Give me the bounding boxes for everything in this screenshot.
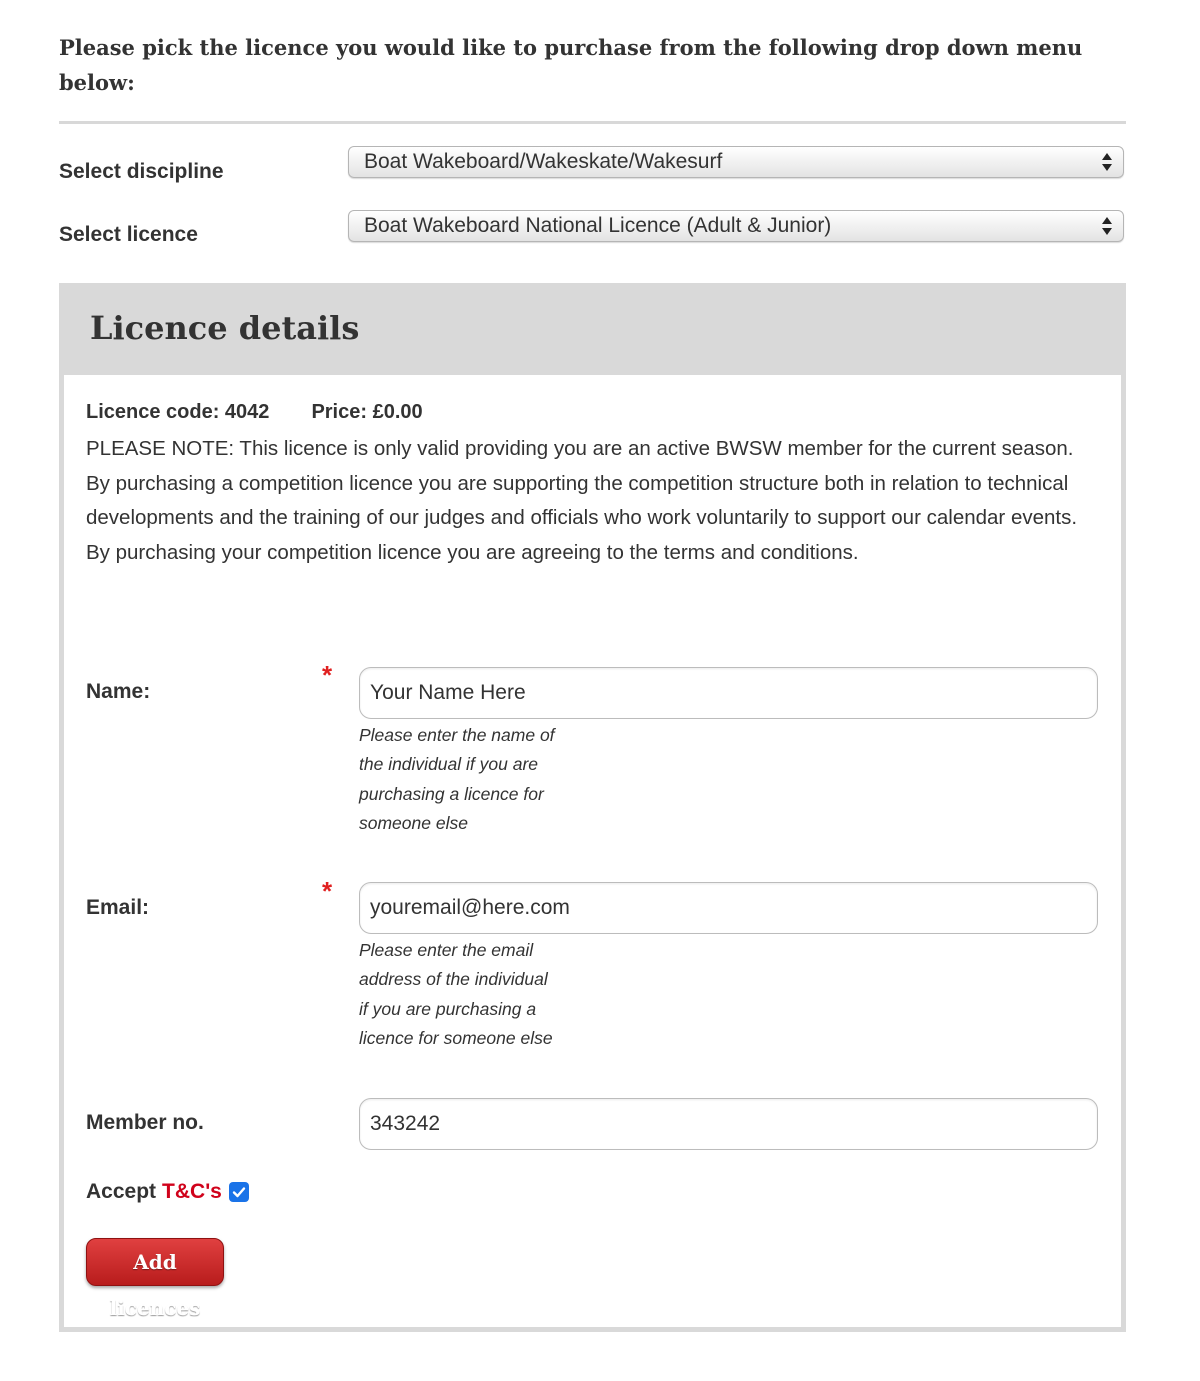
accept-label: Accept <box>86 1180 157 1203</box>
intro-text: Please pick the licence you would like to purchase from the following drop down menu below: <box>59 35 1083 95</box>
discipline-selected-value: Boat Wakeboard/Wakeskate/Wakesurf <box>364 150 723 173</box>
email-help-text: Please enter the email address of the individual if you are purchasing a licence for someone else <box>359 940 553 1048</box>
licence-code: Licence code: 4042 <box>86 401 270 423</box>
terms-link[interactable]: T&C's <box>162 1180 222 1203</box>
licence-note: PLEASE NOTE: This licence is only valid providing you are an active BWSW member for the current season. By purchasing a competition licence you are supporting the competition structure both in relation to technical developments and the training of our judges and officials who work voluntarily to support our calendar events. By purchasing your competition licence you are agreeing to the terms and conditions. <box>86 437 1078 564</box>
licence-selected-value: Boat Wakeboard National Licence (Adult & Junior) <box>364 214 832 237</box>
checkmark-icon <box>231 1184 247 1200</box>
required-marker: * <box>322 876 333 906</box>
licence-price: Price: £0.00 <box>311 401 423 423</box>
divider <box>59 121 1126 124</box>
panel-body <box>64 375 1121 1327</box>
name-input[interactable] <box>359 667 1098 719</box>
member-label: Member no. <box>86 1111 204 1134</box>
required-marker: * <box>322 660 333 690</box>
accept-terms-checkbox[interactable] <box>229 1182 249 1202</box>
licence-details-panel <box>59 283 1126 1332</box>
panel-title: Licence details <box>90 309 360 347</box>
updown-arrows-icon <box>1101 215 1113 237</box>
accept-terms-row <box>86 1180 249 1204</box>
add-licences-button[interactable]: Add licences <box>86 1238 224 1286</box>
updown-arrows-icon <box>1101 151 1113 173</box>
discipline-select[interactable] <box>348 146 1124 178</box>
email-input[interactable] <box>359 882 1098 934</box>
licence-code-price <box>86 401 423 424</box>
name-label: Name: <box>86 680 151 703</box>
licence-label: Select licence <box>59 223 198 246</box>
licence-select[interactable] <box>348 210 1124 242</box>
member-input[interactable] <box>359 1098 1098 1150</box>
name-help-text: Please enter the name of the individual if you are purchasing a licence for someone else <box>359 725 555 833</box>
discipline-label: Select discipline <box>59 160 224 183</box>
email-label: Email: <box>86 896 150 919</box>
